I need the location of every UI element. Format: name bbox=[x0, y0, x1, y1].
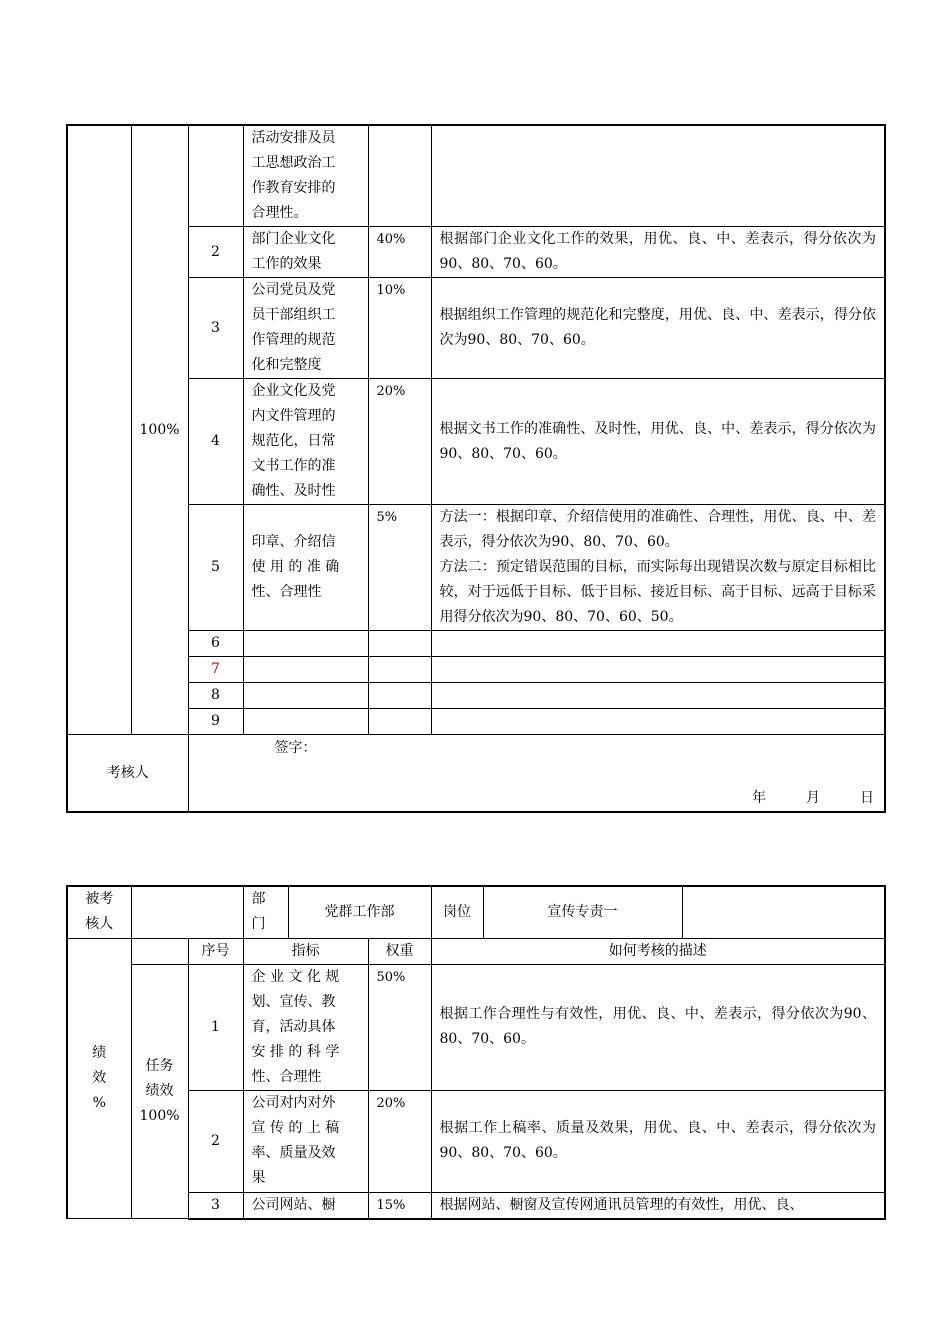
indicator-cell bbox=[243, 683, 368, 709]
date-day: 日 bbox=[860, 790, 874, 806]
department-label: 部 门 bbox=[243, 886, 288, 938]
header-no: 序号 bbox=[188, 938, 243, 964]
weight-cell bbox=[368, 631, 431, 657]
indicator-cell: 印章、介绍信 使 用 的 准 确 性、合理性 bbox=[243, 505, 368, 631]
row-number: 3 bbox=[188, 278, 243, 379]
indicator-cell: 活动安排及员 工思想政治工 作教育安排的 合理性。 bbox=[243, 125, 368, 227]
post-value: 宣传专责一 bbox=[483, 886, 682, 938]
weight-cell bbox=[368, 683, 431, 709]
description-cell: 根据文书工作的准确性、及时性，用优、良、中、差表示，得分依次为90、80、70、60。 bbox=[431, 379, 885, 505]
description-cell bbox=[431, 125, 885, 227]
indicator-cell: 公司对内对外 宣 传 的 上 稿 率、质量及效 果 bbox=[243, 1090, 368, 1192]
row-number: 5 bbox=[188, 505, 243, 631]
performance-label: 绩 效 % bbox=[67, 938, 131, 1219]
weight-cell: 15% bbox=[368, 1192, 431, 1219]
description-cell: 根据工作合理性与有效性，用优、良、中、差表示，得分依次为90、80、70、60。 bbox=[431, 964, 885, 1090]
description-cell: 根据网站、橱窗及宣传网通讯员管理的有效性，用优、良、 bbox=[431, 1192, 885, 1219]
indicator-cell: 公司党员及党 员干部组织工 作管理的规范 化和完整度 bbox=[243, 278, 368, 379]
row-number: 4 bbox=[188, 379, 243, 505]
sign-label: 签字： bbox=[274, 740, 317, 756]
assessee-label: 被考 核人 bbox=[67, 886, 131, 938]
weight-cell: 20% bbox=[368, 379, 431, 505]
description-cell bbox=[431, 683, 885, 709]
weight-cell: 20% bbox=[368, 1090, 431, 1192]
header-weight: 权重 bbox=[368, 938, 431, 964]
row-number bbox=[188, 125, 243, 227]
row-number: 6 bbox=[188, 631, 243, 657]
weight-cell bbox=[368, 125, 431, 227]
header-indicator: 指标 bbox=[243, 938, 368, 964]
description-cell bbox=[431, 657, 885, 683]
task-performance-label: 任务 绩效 100% bbox=[131, 964, 188, 1219]
row-number: 3 bbox=[188, 1192, 243, 1219]
indicator-cell: 企业文化及党 内文件管理的 规范化，日常 文书工作的准 确性、及时性 bbox=[243, 379, 368, 505]
row-number: 2 bbox=[188, 227, 243, 278]
blank-header-cell bbox=[131, 938, 188, 964]
description-cell: 根据工作上稿率、质量及效果，用优、良、中、差表示，得分依次为90、80、70、60。 bbox=[431, 1090, 885, 1192]
weight-cell: 10% bbox=[368, 278, 431, 379]
description-cell: 根据组织工作管理的规范化和完整度，用优、良、中、差表示，得分依次为90、80、70、60。 bbox=[431, 278, 885, 379]
indicator-cell bbox=[243, 709, 368, 735]
indicator-cell bbox=[243, 657, 368, 683]
assessor-label: 考核人 bbox=[67, 735, 188, 813]
indicator-cell bbox=[243, 631, 368, 657]
post-label: 岗位 bbox=[431, 886, 483, 938]
description-cell bbox=[431, 709, 885, 735]
weight-cell: 5% bbox=[368, 505, 431, 631]
weight-total: 100% bbox=[131, 125, 188, 735]
description-cell: 根据部门企业文化工作的效果，用优、良、中、差表示，得分依次为90、80、70、60。 bbox=[431, 227, 885, 278]
assessment-table-propaganda bbox=[66, 885, 886, 1220]
indicator-cell: 部门企业文化 工作的效果 bbox=[243, 227, 368, 278]
date-year: 年 bbox=[752, 790, 766, 806]
weight-cell: 50% bbox=[368, 964, 431, 1090]
blank-category-cell bbox=[67, 125, 131, 735]
weight-cell: 40% bbox=[368, 227, 431, 278]
row-number: 1 bbox=[188, 964, 243, 1090]
indicator-cell: 企 业 文 化 规 划、宣传、教 育，活动具体 安 排 的 科 学 性、合理性 bbox=[243, 964, 368, 1090]
department-value: 党群工作部 bbox=[288, 886, 431, 938]
row-number: 7 bbox=[188, 657, 243, 683]
date-month: 月 bbox=[806, 790, 820, 806]
row-number: 9 bbox=[188, 709, 243, 735]
description-cell bbox=[431, 505, 885, 631]
assessment-table-continued bbox=[66, 124, 886, 813]
blank-cell bbox=[682, 886, 885, 938]
weight-cell bbox=[368, 709, 431, 735]
weight-cell bbox=[368, 657, 431, 683]
row-number: 8 bbox=[188, 683, 243, 709]
method-two-text: 方法二：预定错误范围的目标，而实际每出现错误次数与原定目标相比较，对于远低于目标、低于目标、接近目标、高于目标、远高于目标采用得分依次为90、80、70、60、50。 bbox=[439, 559, 876, 625]
header-description: 如何考核的描述 bbox=[431, 938, 885, 964]
method-one-text: 方法一：根据印章、介绍信使用的准确性、合理性，用优、良、中、差表示，得分依次为90、80、70、60。 bbox=[439, 509, 876, 550]
indicator-cell: 公司网站、橱 bbox=[243, 1192, 368, 1219]
row-number: 2 bbox=[188, 1090, 243, 1192]
description-cell bbox=[431, 631, 885, 657]
assessee-value bbox=[131, 886, 243, 938]
signature-area bbox=[188, 735, 885, 813]
